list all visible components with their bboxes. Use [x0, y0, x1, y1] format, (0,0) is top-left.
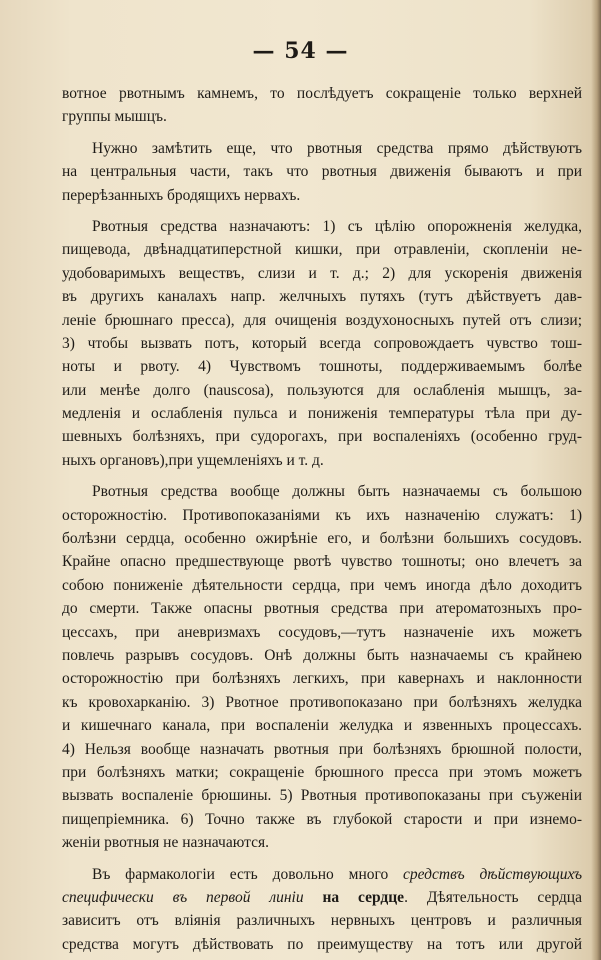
text-line: Рвотныя средства вообще должны быть назначаемы съ большою: [92, 483, 582, 501]
text-line: 4) Нельзя вообще назначать рвотныя при болѣзняхъ брюшной полости,: [62, 740, 582, 758]
paragraph-1: [62, 82, 582, 129]
text-line: [62, 886, 582, 909]
page-number: — 54 —: [252, 38, 349, 64]
text-line: перерѣзанныхъ бродящихъ нервахъ.: [62, 186, 301, 204]
text-line: Рвотныя средства назначаютъ: 1) съ цѣлію опорожненія желудка,: [92, 217, 582, 235]
paragraph-5: [62, 863, 582, 957]
paragraph-2: [62, 137, 582, 207]
text-line: группы мышцъ.: [62, 108, 167, 126]
page-binding-edge: [591, 0, 601, 960]
text-line: на центральныя части, такъ что рвотныя движенія бываютъ и при: [62, 163, 582, 181]
text-line: осторожностію при болѣзняхъ легкихъ, при кавернахъ и наклонности: [62, 670, 582, 688]
text-line: осторожностію. Противопоказаніями къ ихъ назначенію служатъ: 1): [62, 506, 582, 524]
text-line: леніе брюшнаго пресса), для очищенія воздухоносныхъ путей отъ слизи;: [62, 311, 582, 329]
text-line: вотное рвотнымъ камнемъ, то послѣдуетъ сокращеніе только верхней: [62, 85, 582, 102]
emphasis-text: средствъ дѣйствующихъ: [403, 865, 582, 883]
text-line: или менѣе долго (nauscosa), пользуются для ослабленія мышцъ, за-: [62, 381, 582, 399]
text-run: . Дѣятельность сердца: [404, 888, 582, 906]
bold-text: на сердце: [303, 888, 405, 906]
paragraph-3: [62, 215, 582, 472]
text-line: болѣзни сердца, особенно ожирѣніе его, и болѣзни большихъ сосудовъ.: [62, 530, 582, 548]
text-line: до смерти. Также опасны рвотныя средства при атероматозныхъ про-: [62, 600, 582, 618]
text-run: средства могутъ дѣйствовать по преимуществу на тотъ или другой: [62, 935, 582, 953]
body-text: [62, 82, 582, 960]
text-line: шевныхъ болѣзняхъ, при судорогахъ, при воспаленіяхъ (особенно груд-: [62, 428, 582, 446]
text-run: зависитъ отъ вліянія различныхъ нервныхъ центровъ и различныя: [62, 912, 582, 930]
text-line: собою пониженіе дѣятельности сердца, при чемъ иногда дѣло доходитъ: [62, 576, 582, 594]
text-line: женіи рвотныя не назначаются.: [62, 834, 269, 852]
text-line: и кишечнаго канала, при воспаленіи желудка и язвенныхъ процессахъ.: [62, 717, 582, 735]
text-run: Въ фармакологіи есть довольно много: [92, 865, 404, 883]
text-line: пищевода, двѣнадцатиперстной кишки, при отравленіи, скопленіи не-: [62, 241, 582, 259]
text-line: Нужно замѣтить еще, что рвотныя средства прямо дѣйствуютъ: [92, 139, 582, 157]
text-line: цессахъ, при аневризмахъ сосудовъ,—тутъ назначеніе ихъ можетъ: [62, 623, 582, 641]
text-line: ныхъ органовъ),при ущемленіяхъ и т. д.: [62, 451, 324, 469]
text-line: 3) чтобы вызвать потъ, который всегда сопровождаетъ чувство тош-: [62, 334, 582, 352]
text-line: къ кровохарканію. 3) Рвотное противопоказано при болѣзняхъ желудка: [62, 693, 582, 711]
text-line: вызвать воспаленіе брюшины. 5) Рвотныя противопоказаны при съуженіи: [62, 787, 582, 805]
text-line: медленія и ослабленія пульса и пониженія температуры тѣла при ду-: [62, 405, 582, 423]
text-line: [62, 933, 582, 956]
text-line: удобоваримыхъ веществъ, слизи и т. д.; 2) для ускоренія движенія: [62, 264, 582, 282]
emphasis-text: специфически въ первой линіи: [62, 888, 304, 906]
text-line: Крайне опасно предшествующе рвотѣ чувство тошноты; оно влечетъ за: [62, 553, 582, 571]
text-line: въ другихъ каналахъ напр. желчныхъ путяхъ (тутъ дѣйствуетъ дав-: [62, 288, 582, 306]
text-line: при болѣзняхъ матки; сокращеніе брюшного пресса при этомъ можетъ: [62, 763, 582, 781]
text-line: [62, 909, 582, 932]
text-line: повлечь разрывъ сосудовъ. Онѣ должны быть назначаемы съ крайнею: [62, 646, 582, 664]
text-line: ноты и рвоту. 4) Чувствомъ тошноты, поддерживаемымъ болѣе: [62, 358, 582, 376]
text-line: [62, 863, 582, 886]
text-line: пищепріемника. 6) Точно также въ глубокой старости и при изнемо-: [62, 810, 582, 828]
paragraph-4: [62, 480, 582, 854]
